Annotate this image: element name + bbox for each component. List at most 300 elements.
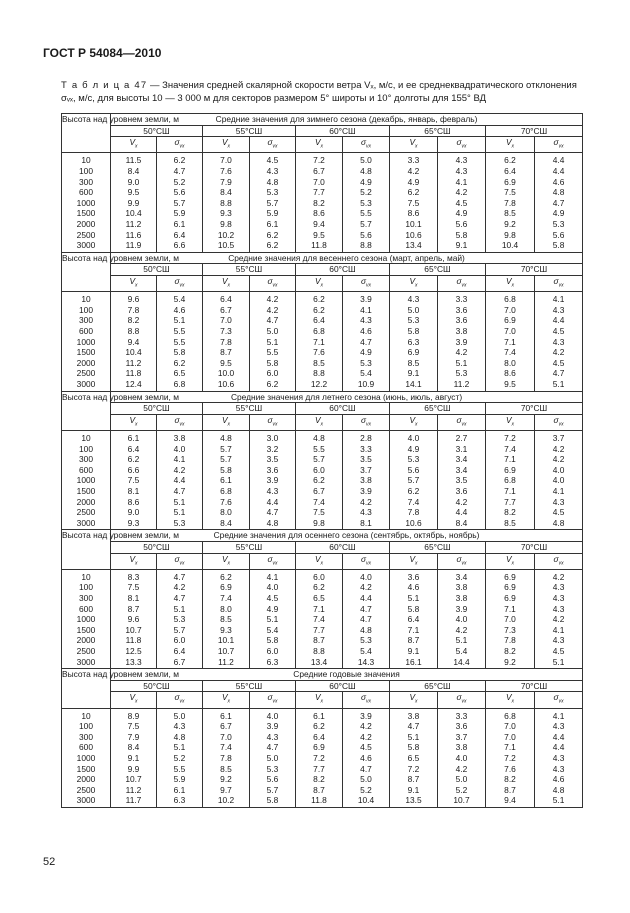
mean-speed-cell: 7.7 xyxy=(486,497,535,508)
mean-speed-header: $V_x$ xyxy=(296,553,343,569)
std-dev-cell: 4.4 xyxy=(535,732,583,743)
std-dev-cell: 8.4 xyxy=(438,518,486,530)
std-dev-cell: 4.4 xyxy=(343,593,390,604)
height-cell: 600 xyxy=(62,187,111,198)
mean-speed-cell: 7.0 xyxy=(203,153,250,166)
height-cell: 300 xyxy=(62,177,111,188)
std-dev-cell: 4.3 xyxy=(343,507,390,518)
mean-speed-cell: 8.8 xyxy=(296,646,343,657)
mean-speed-cell: 8.2 xyxy=(486,646,535,657)
std-dev-cell: 3.6 xyxy=(438,315,486,326)
mean-speed-cell: 7.9 xyxy=(111,732,157,743)
std-dev-cell: 3.8 xyxy=(438,326,486,337)
altitude-header: Высота над уровнем земли, м xyxy=(62,530,111,569)
mean-speed-cell: 11.2 xyxy=(111,219,157,230)
mean-speed-cell: 4.7 xyxy=(390,721,438,732)
std-dev-cell: 9.1 xyxy=(438,240,486,252)
mean-speed-cell: 10.2 xyxy=(203,230,250,241)
mean-speed-cell: 5.7 xyxy=(203,454,250,465)
mean-speed-cell: 6.1 xyxy=(296,708,343,721)
std-dev-symbol: σ xyxy=(267,137,273,148)
mean-speed-header: $V_x$ xyxy=(111,553,157,569)
mean-speed-cell: 10.6 xyxy=(390,518,438,530)
page-number: 52 xyxy=(43,856,56,868)
mean-speed-cell: 6.7 xyxy=(203,305,250,316)
mean-speed-cell: 7.8 xyxy=(111,305,157,316)
std-dev-cell: 6.2 xyxy=(250,379,296,391)
mean-speed-cell: 7.1 xyxy=(296,604,343,615)
mean-speed-cell: 8.8 xyxy=(203,198,250,209)
height-cell: 100 xyxy=(62,444,111,455)
std-dev-cell: 6.2 xyxy=(157,358,203,369)
mean-speed-cell: 9.6 xyxy=(111,614,157,625)
height-cell: 100 xyxy=(62,582,111,593)
std-dev-cell: 10.9 xyxy=(343,379,390,391)
std-dev-cell: 3.4 xyxy=(438,569,486,582)
std-dev-cell: 4.2 xyxy=(535,444,583,455)
std-dev-symbol: σ xyxy=(456,275,462,286)
mean-speed-cell: 7.9 xyxy=(203,177,250,188)
std-dev-symbol: σ xyxy=(174,414,180,425)
std-dev-cell: 6.6 xyxy=(157,240,203,252)
section-title-row xyxy=(62,669,583,681)
table-row xyxy=(62,368,583,379)
height-cell: 1500 xyxy=(62,625,111,636)
latitude-header: 70°СШ xyxy=(486,541,583,553)
mean-speed-cell: 6.7 xyxy=(296,486,343,497)
mean-speed-symbol: V xyxy=(221,414,228,425)
std-dev-header: $\sigma_{vx}$ xyxy=(250,553,296,569)
mean-speed-cell: 7.1 xyxy=(486,742,535,753)
mean-speed-cell: 11.8 xyxy=(296,795,343,807)
std-dev-cell: 4.2 xyxy=(343,721,390,732)
std-dev-cell: 4.2 xyxy=(438,625,486,636)
std-dev-cell: 8.1 xyxy=(343,518,390,530)
mean-speed-symbol: V xyxy=(505,553,512,564)
std-dev-header: $\sigma_{vx}$ xyxy=(438,137,486,153)
mean-speed-cell: 7.6 xyxy=(203,166,250,177)
std-dev-symbol: σ xyxy=(456,137,462,148)
std-dev-cell: 4.2 xyxy=(250,292,296,305)
mean-speed-cell: 5.7 xyxy=(203,444,250,455)
mean-speed-cell: 6.9 xyxy=(486,582,535,593)
std-dev-cell: 5.1 xyxy=(157,742,203,753)
mean-speed-cell: 10.7 xyxy=(203,646,250,657)
table-caption xyxy=(61,79,581,105)
std-dev-cell: 3.4 xyxy=(438,465,486,476)
std-dev-cell: 3.5 xyxy=(343,454,390,465)
mean-speed-cell: 7.4 xyxy=(296,497,343,508)
mean-speed-cell: 9.3 xyxy=(111,518,157,530)
mean-speed-cell: 6.2 xyxy=(203,569,250,582)
std-dev-cell: 5.2 xyxy=(343,187,390,198)
height-cell: 300 xyxy=(62,732,111,743)
std-dev-cell: 6.4 xyxy=(157,230,203,241)
std-dev-header: $\sigma_{vx}$ xyxy=(535,275,583,291)
mean-speed-symbol: V xyxy=(314,692,321,703)
mean-speed-cell: 12.2 xyxy=(296,379,343,391)
std-dev-cell: 3.9 xyxy=(438,337,486,348)
mean-speed-header: $V_x$ xyxy=(486,553,535,569)
std-dev-cell: 3.8 xyxy=(343,475,390,486)
mean-speed-cell: 9.0 xyxy=(111,177,157,188)
std-dev-symbol: σ xyxy=(553,553,559,564)
std-dev-cell: 3.7 xyxy=(438,732,486,743)
std-dev-cell: 4.8 xyxy=(157,732,203,743)
symbol-header-row xyxy=(62,692,583,708)
std-dev-cell: 4.2 xyxy=(535,347,583,358)
std-dev-cell: 5.7 xyxy=(157,198,203,209)
mean-speed-cell: 5.5 xyxy=(296,444,343,455)
std-dev-header: $\sigma_{vx}$ xyxy=(343,137,390,153)
mean-speed-cell: 9.1 xyxy=(390,368,438,379)
std-dev-header: $\sigma_{vx}$ xyxy=(343,692,390,708)
mean-speed-cell: 9.5 xyxy=(486,379,535,391)
std-dev-cell: 4.3 xyxy=(535,593,583,604)
std-dev-cell: 6.2 xyxy=(250,230,296,241)
mean-speed-symbol: V xyxy=(505,137,512,148)
std-dev-cell: 5.6 xyxy=(438,219,486,230)
table-row xyxy=(62,153,583,166)
mean-speed-header: $V_x$ xyxy=(203,553,250,569)
mean-speed-symbol: V xyxy=(409,137,416,148)
std-dev-cell: 8.8 xyxy=(343,240,390,252)
std-dev-cell: 4.4 xyxy=(157,475,203,486)
mean-speed-cell: 6.0 xyxy=(296,465,343,476)
mean-speed-cell: 5.8 xyxy=(390,604,438,615)
std-dev-cell: 4.7 xyxy=(250,315,296,326)
mean-speed-cell: 9.4 xyxy=(486,795,535,807)
std-dev-cell: 3.2 xyxy=(250,444,296,455)
mean-speed-cell: 8.7 xyxy=(203,347,250,358)
height-cell: 3000 xyxy=(62,240,111,252)
std-dev-symbol: σ xyxy=(456,692,462,703)
section-title: Средние значения для весеннего сезона (март, апрель, май) xyxy=(111,252,583,264)
mean-speed-cell: 6.7 xyxy=(296,166,343,177)
mean-speed-cell: 10.0 xyxy=(203,368,250,379)
mean-speed-cell: 9.3 xyxy=(203,625,250,636)
mean-speed-cell: 6.0 xyxy=(296,569,343,582)
height-cell: 2000 xyxy=(62,219,111,230)
mean-speed-header: $V_x$ xyxy=(203,692,250,708)
mean-speed-cell: 8.2 xyxy=(486,774,535,785)
std-dev-cell: 3.9 xyxy=(343,708,390,721)
mean-speed-cell: 6.2 xyxy=(296,292,343,305)
mean-speed-header: $V_x$ xyxy=(390,275,438,291)
std-dev-cell: 4.4 xyxy=(535,742,583,753)
std-dev-cell: 6.1 xyxy=(250,219,296,230)
table-row xyxy=(62,475,583,486)
mean-speed-cell: 7.5 xyxy=(390,198,438,209)
height-cell: 1500 xyxy=(62,208,111,219)
table-row xyxy=(62,518,583,530)
mean-speed-cell: 7.4 xyxy=(486,444,535,455)
mean-speed-cell: 10.4 xyxy=(111,208,157,219)
table-row xyxy=(62,646,583,657)
table-row xyxy=(62,604,583,615)
std-dev-cell: 3.6 xyxy=(438,305,486,316)
section-title-row xyxy=(62,530,583,542)
mean-speed-cell: 11.9 xyxy=(111,240,157,252)
std-dev-cell: 4.3 xyxy=(535,337,583,348)
mean-speed-cell: 13.4 xyxy=(390,240,438,252)
std-dev-cell: 6.3 xyxy=(250,657,296,669)
std-dev-header: $\sigma_{vx}$ xyxy=(343,553,390,569)
mean-speed-cell: 6.9 xyxy=(390,347,438,358)
height-cell: 10 xyxy=(62,292,111,305)
std-dev-cell: 4.7 xyxy=(535,198,583,209)
mean-speed-cell: 4.3 xyxy=(390,292,438,305)
mean-speed-cell: 8.2 xyxy=(296,774,343,785)
mean-speed-symbol: V xyxy=(314,553,321,564)
mean-speed-cell: 6.4 xyxy=(296,732,343,743)
mean-speed-cell: 14.1 xyxy=(390,379,438,391)
mean-speed-symbol: V xyxy=(314,137,321,148)
std-dev-cell: 5.4 xyxy=(343,646,390,657)
std-dev-cell: 4.1 xyxy=(535,292,583,305)
symbol-header-row xyxy=(62,553,583,569)
std-dev-cell: 5.9 xyxy=(157,774,203,785)
mean-speed-cell: 13.3 xyxy=(111,657,157,669)
mean-speed-cell: 11.2 xyxy=(203,657,250,669)
std-dev-cell: 4.8 xyxy=(535,785,583,796)
mean-speed-cell: 6.2 xyxy=(296,475,343,486)
mean-speed-cell: 8.2 xyxy=(486,507,535,518)
mean-speed-header: $V_x$ xyxy=(296,692,343,708)
mean-speed-cell: 10.6 xyxy=(203,379,250,391)
mean-speed-symbol: V xyxy=(129,553,136,564)
latitude-header: 55°СШ xyxy=(203,403,296,415)
mean-speed-symbol: V xyxy=(505,275,512,286)
std-dev-cell: 4.1 xyxy=(535,708,583,721)
std-dev-cell: 5.3 xyxy=(438,368,486,379)
mean-speed-cell: 5.8 xyxy=(390,742,438,753)
std-dev-cell: 5.1 xyxy=(438,635,486,646)
std-dev-cell: 4.7 xyxy=(250,742,296,753)
std-dev-cell: 5.5 xyxy=(250,347,296,358)
mean-speed-cell: 6.6 xyxy=(111,465,157,476)
mean-speed-symbol: V xyxy=(129,692,136,703)
std-dev-cell: 4.3 xyxy=(535,753,583,764)
std-dev-symbol: σ xyxy=(174,275,180,286)
std-dev-cell: 4.3 xyxy=(535,305,583,316)
std-dev-header: $\sigma_{vx}$ xyxy=(157,137,203,153)
mean-speed-cell: 8.5 xyxy=(203,614,250,625)
std-dev-cell: 4.2 xyxy=(535,569,583,582)
std-dev-cell: 3.9 xyxy=(250,475,296,486)
mean-speed-cell: 7.6 xyxy=(203,497,250,508)
std-dev-cell: 5.0 xyxy=(343,153,390,166)
mean-speed-cell: 6.1 xyxy=(111,431,157,444)
table-row xyxy=(62,614,583,625)
std-dev-cell: 2.8 xyxy=(343,431,390,444)
latitude-header-row xyxy=(62,403,583,415)
std-dev-cell: 4.3 xyxy=(535,721,583,732)
std-dev-cell: 4.2 xyxy=(343,582,390,593)
std-dev-cell: 3.0 xyxy=(250,431,296,444)
mean-speed-cell: 10.6 xyxy=(390,230,438,241)
mean-speed-cell: 8.5 xyxy=(390,358,438,369)
mean-speed-cell: 9.5 xyxy=(111,187,157,198)
std-dev-header: $\sigma_{vx}$ xyxy=(157,553,203,569)
height-cell: 1000 xyxy=(62,337,111,348)
mean-speed-cell: 8.6 xyxy=(390,208,438,219)
table-row xyxy=(62,732,583,743)
mean-speed-header: $V_x$ xyxy=(390,414,438,430)
std-dev-cell: 4.7 xyxy=(343,337,390,348)
mean-speed-header: $V_x$ xyxy=(390,553,438,569)
std-dev-header: $\sigma_{vx}$ xyxy=(438,692,486,708)
std-dev-cell: 4.4 xyxy=(438,507,486,518)
latitude-header: 60°СШ xyxy=(296,680,390,692)
mean-speed-cell: 8.7 xyxy=(296,635,343,646)
mean-speed-cell: 8.4 xyxy=(111,166,157,177)
mean-speed-cell: 5.1 xyxy=(390,732,438,743)
std-dev-cell: 5.0 xyxy=(157,708,203,721)
std-dev-cell: 5.7 xyxy=(250,785,296,796)
latitude-header: 65°СШ xyxy=(390,680,486,692)
std-dev-cell: 5.7 xyxy=(250,198,296,209)
mean-speed-cell: 9.0 xyxy=(111,507,157,518)
std-dev-header: $\sigma_{vx}$ xyxy=(535,414,583,430)
table-row xyxy=(62,465,583,476)
std-dev-cell: 6.1 xyxy=(157,785,203,796)
height-cell: 10 xyxy=(62,431,111,444)
table-row xyxy=(62,625,583,636)
latitude-header: 55°СШ xyxy=(203,264,296,276)
mean-speed-cell: 6.2 xyxy=(390,486,438,497)
mean-speed-cell: 4.2 xyxy=(390,166,438,177)
std-dev-cell: 3.6 xyxy=(438,721,486,732)
height-cell: 1000 xyxy=(62,753,111,764)
height-cell: 300 xyxy=(62,315,111,326)
mean-speed-cell: 9.2 xyxy=(486,219,535,230)
std-dev-cell: 4.0 xyxy=(535,475,583,486)
section-title: Средние годовые значения xyxy=(111,669,583,681)
mean-speed-cell: 6.8 xyxy=(486,292,535,305)
table-row xyxy=(62,721,583,732)
std-dev-cell: 5.3 xyxy=(250,187,296,198)
section-title: Средние значения для зимнего сезона (декабрь, январь, февраль) xyxy=(111,114,583,126)
table-row xyxy=(62,507,583,518)
std-dev-cell: 5.9 xyxy=(157,208,203,219)
std-dev-cell: 4.5 xyxy=(250,593,296,604)
latitude-header: 70°СШ xyxy=(486,125,583,137)
mean-speed-cell: 7.1 xyxy=(486,337,535,348)
height-cell: 600 xyxy=(62,465,111,476)
section-title: Средние значения для летнего сезона (июнь, июль, август) xyxy=(111,391,583,403)
latitude-header-row xyxy=(62,541,583,553)
mean-speed-cell: 8.2 xyxy=(296,198,343,209)
std-dev-cell: 5.0 xyxy=(438,774,486,785)
mean-speed-header: $V_x$ xyxy=(203,137,250,153)
mean-speed-cell: 7.5 xyxy=(486,187,535,198)
latitude-header: 55°СШ xyxy=(203,125,296,137)
std-dev-cell: 4.8 xyxy=(250,177,296,188)
mean-speed-cell: 7.6 xyxy=(296,347,343,358)
mean-speed-cell: 7.5 xyxy=(111,475,157,486)
std-dev-cell: 4.3 xyxy=(438,166,486,177)
mean-speed-cell: 7.8 xyxy=(203,753,250,764)
table-row xyxy=(62,753,583,764)
std-dev-cell: 4.7 xyxy=(157,593,203,604)
mean-speed-symbol: V xyxy=(314,414,321,425)
table-row xyxy=(62,569,583,582)
mean-speed-header: $V_x$ xyxy=(486,414,535,430)
std-dev-cell: 11.2 xyxy=(438,379,486,391)
latitude-header: 60°СШ xyxy=(296,125,390,137)
height-cell: 10 xyxy=(62,569,111,582)
std-dev-cell: 4.7 xyxy=(157,569,203,582)
mean-speed-header: $V_x$ xyxy=(111,692,157,708)
std-dev-cell: 5.6 xyxy=(157,187,203,198)
mean-speed-cell: 8.1 xyxy=(111,486,157,497)
std-dev-cell: 6.7 xyxy=(157,657,203,669)
mean-speed-cell: 7.7 xyxy=(296,625,343,636)
latitude-header: 65°СШ xyxy=(390,403,486,415)
table-row xyxy=(62,708,583,721)
std-dev-cell: 4.5 xyxy=(535,326,583,337)
table-row xyxy=(62,379,583,391)
std-dev-cell: 4.2 xyxy=(157,465,203,476)
std-dev-header: $\sigma_{vx}$ xyxy=(157,275,203,291)
table-row xyxy=(62,657,583,669)
latitude-header: 50°СШ xyxy=(111,264,203,276)
altitude-header: Высота над уровнем земли, м xyxy=(62,114,111,153)
mean-speed-cell: 7.3 xyxy=(486,625,535,636)
mean-speed-symbol: V xyxy=(221,692,228,703)
std-dev-cell: 4.1 xyxy=(343,305,390,316)
mean-speed-cell: 7.0 xyxy=(486,305,535,316)
mean-speed-cell: 8.1 xyxy=(111,593,157,604)
mean-speed-cell: 3.8 xyxy=(390,708,438,721)
std-dev-cell: 4.0 xyxy=(438,614,486,625)
mean-speed-cell: 8.8 xyxy=(111,326,157,337)
mean-speed-cell: 8.7 xyxy=(296,785,343,796)
mean-speed-cell: 8.0 xyxy=(203,507,250,518)
mean-speed-cell: 9.9 xyxy=(111,198,157,209)
std-dev-cell: 3.8 xyxy=(157,431,203,444)
std-dev-cell: 5.8 xyxy=(157,347,203,358)
mean-speed-cell: 7.7 xyxy=(296,764,343,775)
symbol-header-row xyxy=(62,414,583,430)
std-dev-cell: 4.3 xyxy=(250,486,296,497)
latitude-header: 60°СШ xyxy=(296,403,390,415)
mean-speed-cell: 7.8 xyxy=(486,635,535,646)
std-dev-cell: 4.5 xyxy=(535,646,583,657)
std-dev-symbol: σ xyxy=(267,414,273,425)
mean-speed-cell: 11.5 xyxy=(111,153,157,166)
table-row xyxy=(62,795,583,807)
mean-speed-cell: 5.3 xyxy=(390,315,438,326)
height-cell: 10 xyxy=(62,708,111,721)
mean-speed-cell: 7.8 xyxy=(203,337,250,348)
std-dev-cell: 4.9 xyxy=(250,604,296,615)
mean-speed-cell: 7.2 xyxy=(486,753,535,764)
mean-speed-cell: 11.2 xyxy=(111,785,157,796)
mean-speed-cell: 7.2 xyxy=(486,431,535,444)
std-dev-symbol: σ xyxy=(174,692,180,703)
mean-speed-cell: 7.4 xyxy=(486,347,535,358)
table-row xyxy=(62,454,583,465)
std-dev-cell: 4.7 xyxy=(157,166,203,177)
std-dev-cell: 5.1 xyxy=(535,379,583,391)
std-dev-header: $\sigma_{vx}$ xyxy=(438,275,486,291)
std-dev-symbol: σ xyxy=(360,692,367,703)
mean-speed-symbol: V xyxy=(409,692,416,703)
std-dev-cell: 6.0 xyxy=(250,646,296,657)
mean-speed-cell: 5.8 xyxy=(390,326,438,337)
